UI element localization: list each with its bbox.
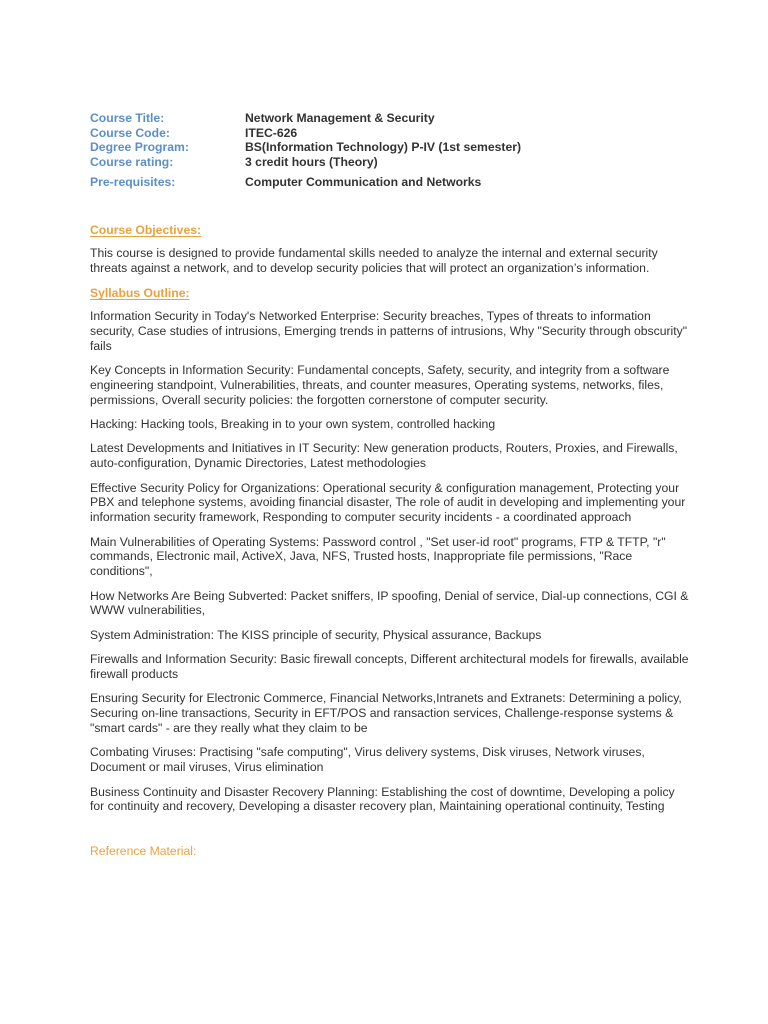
degree-program-value: BS(Information Technology) P-IV (1st semester): [245, 140, 522, 155]
course-title-value: Network Management & Security: [245, 111, 435, 125]
syllabus-topic: Latest Developments and Initiatives in IT Security: New generation products, Routers, Proxies, and Firewalls, auto-configuration, Dynamic Directories, Latest methodologies: [90, 441, 678, 471]
course-code-label: Course Code:: [90, 125, 170, 140]
syllabus-topic: Effective Security Policy for Organizations: Operational security & configuration management, Protecting your PBX and telephone systems, avoiding financial disaster, The role of audit in developing and implementing your information security framework, Responding to computer security incidents - a coordinated approach: [90, 480, 686, 525]
course-objectives-heading: Course Objectives:: [90, 223, 202, 238]
course-document: [90, 111, 690, 858]
course-objectives-text: This course is designed to provide fundamental skills needed to analyze the internal and external security threats against a network, and to develop security policies that will protect an organization’s information.: [90, 246, 658, 276]
syllabus-topic: Key Concepts in Information Security: Fundamental concepts, Safety, security, and integrity from a software engineering standpoint, Vulnerabilities, threats, and counter measures, Operating systems, networks, files, permissions, Overall security policies: the forgotten cornerstone of computer security.: [90, 363, 670, 407]
syllabus-topic: System Administration: The KISS principle of security, Physical assurance, Backups: [90, 627, 542, 642]
syllabus-topic: Firewalls and Information Security: Basic firewall concepts, Different architectural models for firewalls, available firewall products: [90, 652, 689, 681]
syllabus-topic: Business Continuity and Disaster Recovery Planning: Establishing the cost of downtime, Developing a policy for continuity and recovery, Developing a disaster recovery plan, Maintaining operational continuity, Testing: [90, 784, 675, 814]
course-rating-label: Course rating:: [90, 154, 174, 169]
syllabus-topic: Ensuring Security for Electronic Commerce, Financial Networks,Intranets and Extranets: Determining a policy, Securing on-line transactions, Security in EFT/POS and ransaction services, Challenge-response systems & "smart cards" - are they really what they claim to be: [90, 691, 682, 735]
prerequisites-value: Computer Communication and Networks: [245, 174, 482, 189]
prerequisites-label: Pre-requisites:: [90, 174, 176, 189]
syllabus-topic: Combating Viruses: Practising "safe computing", Virus delivery systems, Disk viruses, Network viruses, Document or mail viruses, Virus elimination: [90, 745, 645, 775]
syllabus-topic: Main Vulnerabilities of Operating Systems: Password control , "Set user-id root" programs, FTP & TFTP, "r" commands, Electronic mail, ActiveX, Java, NFS, Trusted hosts, Inappropriate file permissions, "Race conditions",: [90, 534, 666, 579]
course-title-label: Course Title:: [90, 111, 165, 125]
syllabus-topic: How Networks Are Being Subverted: Packet sniffers, IP spoofing, Denial of service, Dial-up connections, CGI & WWW vulnerabilities,: [90, 588, 689, 618]
syllabus-topic: Hacking: Hacking tools, Breaking in to your own system, controlled hacking: [90, 417, 496, 432]
syllabus-topic-list: [90, 309, 690, 814]
syllabus-topic: Information Security in Today's Networked Enterprise: Security breaches, Types of threats to information security, Case studies of intrusions, Emerging trends in patterns of intrusions, Why "Security through obscurity" fails: [90, 309, 688, 353]
syllabus-outline-heading: Syllabus Outline:: [90, 286, 190, 301]
reference-section: [90, 844, 690, 858]
course-rating-value: 3 credit hours (Theory): [245, 154, 378, 169]
course-info-table: [90, 111, 690, 189]
degree-program-label: Degree Program:: [90, 140, 189, 155]
course-code-value: ITEC-626: [245, 125, 298, 140]
reference-material-heading: Reference Material:: [90, 844, 197, 859]
